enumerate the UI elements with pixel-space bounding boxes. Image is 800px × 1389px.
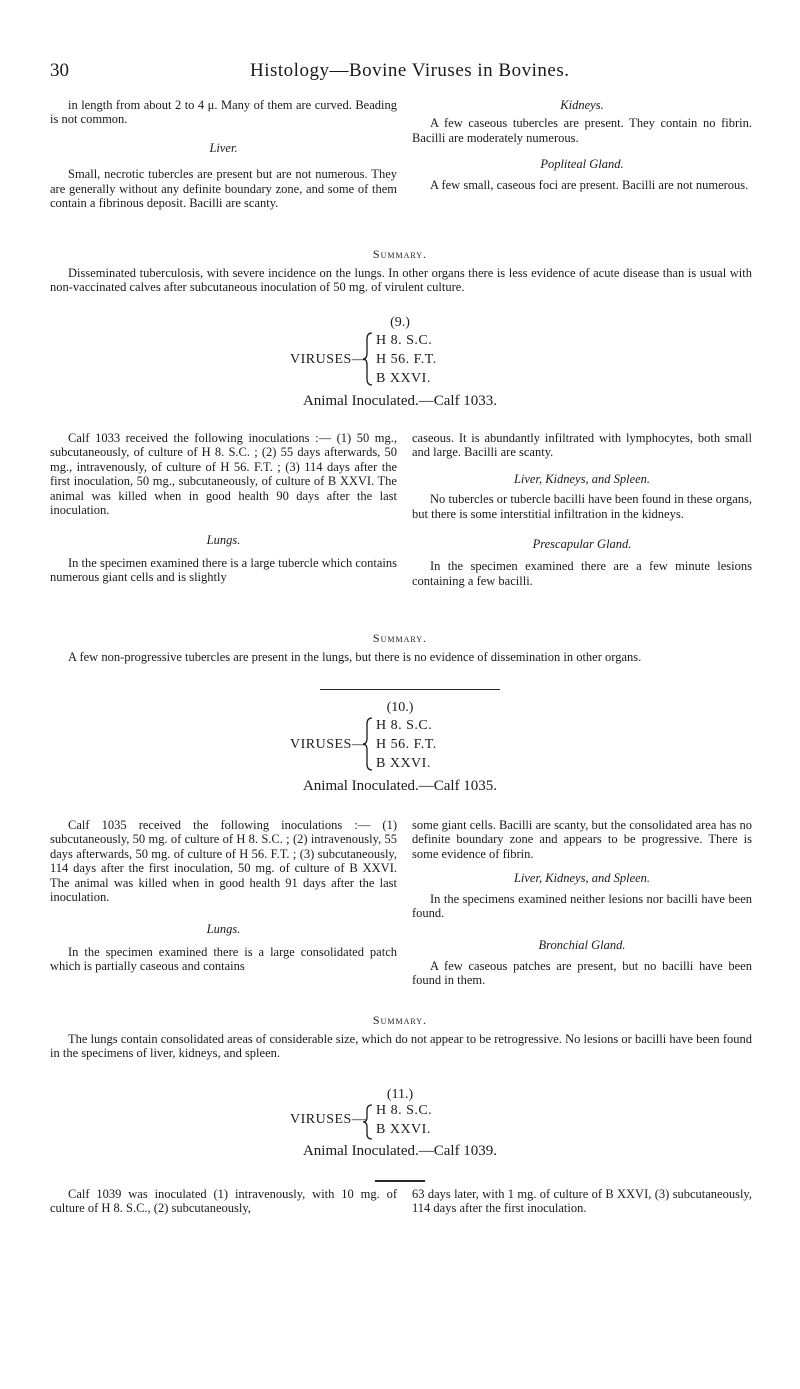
summary-heading: Summary. [372, 631, 428, 645]
liver-kidneys-spleen-heading: Liver, Kidneys, and Spleen. [513, 471, 651, 486]
liver-kidneys-spleen-heading: Liver, Kidneys, and Spleen. [513, 871, 651, 886]
continued-text: caseous. It is abundantly infiltrated with lymphocytes, both small and large. Bacilli are scanty. [412, 431, 752, 460]
inoculation-text: Calf 1039 was inoculated (1) intravenously, with 10 mg. of culture of H 8. S.C., (2) subcutaneously, [50, 1187, 397, 1216]
liver-kidneys-spleen-text: No tubercles or tubercle bacilli have been found in these organs, but there is some interstitial infiltration in the kidneys. [412, 492, 752, 521]
brace-icon [362, 1103, 374, 1141]
virus-item: H 8. S.C. [376, 333, 433, 348]
exp11-right-column [412, 1187, 752, 1216]
lungs-text: In the specimen examined there is a large consolidated patch which is partially caseous and contains [50, 944, 397, 974]
brace-icon [362, 716, 374, 772]
summary-text: The lungs contain consolidated areas of considerable size, which do not appear to be retrogressive. No lesions or bacilli have been found in the specimens of liver, kidneys, and spleen. [50, 1032, 752, 1061]
viruses-label: VIRUSES— [290, 1112, 367, 1127]
animal-inoculated: Animal Inoculated.—Calf 1033. [302, 393, 498, 409]
viruses-label: VIRUSES— [290, 352, 367, 367]
liver-kidneys-spleen-text: In the specimens examined neither lesions nor bacilli have been found. [412, 891, 752, 921]
virus-item: H 56. F.T. [376, 737, 437, 752]
brace-icon [362, 331, 374, 387]
lungs-heading: Lungs. [206, 533, 241, 548]
exp10-right-column [412, 818, 752, 988]
virus-item: B XXVI. [376, 1122, 431, 1137]
popliteal-heading: Popliteal Gland. [540, 157, 624, 172]
kidneys-heading: Kidneys. [560, 98, 604, 112]
summary-block [50, 266, 752, 295]
liver-text: Small, necrotic tubercles are present but are not numerous. They are generally without any definite boundary zone, and some of them contain a fibrinous deposit. Bacilli are scanty. [50, 167, 397, 211]
experiment-number: (9.) [390, 315, 410, 330]
experiment-number: (11.) [386, 1087, 414, 1102]
virus-item: H 8. S.C. [376, 718, 433, 733]
summary-heading: Summary. [372, 1013, 428, 1027]
animal-inoculated: Animal Inoculated.—Calf 1039. [302, 1143, 498, 1159]
lungs-text: In the specimen examined there is a large tubercle which contains numerous giant cells and is slightly [50, 555, 397, 585]
popliteal-text: A few small, caseous foci are present. Bacilli are not numerous. [430, 177, 749, 192]
top-left-column [50, 98, 397, 210]
exp9-left-column [50, 431, 397, 585]
continued-text: 63 days later, with 1 mg. of culture of B XXVI, (3) subcutaneously, 114 days after the first inoculation. [412, 1187, 752, 1216]
prescapular-text: In the specimen examined there are a few minute lesions containing a few bacilli. [412, 559, 752, 588]
exp10-left-column [50, 818, 397, 974]
divider-rule [320, 689, 500, 690]
summary-block [50, 1032, 752, 1061]
inoculation-text: Calf 1035 received the following inoculations :— (1) subcutaneously, 50 mg. of culture of H 8. S.C. ; (2) intravenously, 55 days afterwards, 50 mg. of culture of H 56. F.T. ; (3) subcutaneously, 114 days after the first inoculation, 50 mg. of culture of B XXVI. The animal was killed when in good health 91 days after the last inoculation. [50, 818, 397, 905]
animal-inoculated: Animal Inoculated.—Calf 1035. [302, 778, 498, 794]
viruses-label: VIRUSES— [290, 737, 367, 752]
virus-item: B XXVI. [376, 756, 431, 771]
virus-item: H 8. S.C. [376, 1103, 433, 1118]
summary-block [50, 650, 752, 664]
lungs-heading: Lungs. [206, 922, 241, 937]
bronchial-text: A few caseous patches are present, but no bacilli have been found in them. [412, 958, 752, 988]
experiment-number: (10.) [386, 700, 414, 715]
bronchial-heading: Bronchial Gland. [538, 938, 626, 953]
running-head: Histology—Bovine Viruses in Bovines. [250, 60, 570, 81]
exp11-left-column [50, 1187, 397, 1216]
inoculation-text: Calf 1033 received the following inoculations :— (1) 50 mg., subcutaneously, of culture of H 8. S.C. ; (2) 55 days afterwards, 50 mg., intravenously, of culture of H 56. F.T. ; (3) 114 days after the first inoculation, 50 mg., subcutaneously, of culture of B XXVI. The animal was killed when in good health 90 days after the last inoculation. [50, 431, 397, 518]
prescapular-heading: Prescapular Gland. [532, 537, 632, 552]
top-right-column [412, 98, 752, 192]
summary-text: Disseminated tuberculosis, with severe incidence on the lungs. In other organs there is less evidence of acute disease than is usual with non-vaccinated calves after subcutaneous inoculation of 50 mg. of virulent culture. [50, 266, 752, 295]
divider-rule [375, 1180, 425, 1182]
virus-item: H 56. F.T. [376, 352, 437, 367]
summary-text: A few non-progressive tubercles are present in the lungs, but there is no evidence of dissemination in other organs. [68, 650, 642, 664]
liver-heading: Liver. [209, 140, 238, 155]
virus-item: B XXVI. [376, 371, 431, 386]
summary-heading: Summary. [372, 247, 428, 261]
continued-text: in length from about 2 to 4 μ. Many of them are curved. Beading is not common. [50, 98, 397, 127]
kidneys-text: A few caseous tubercles are present. They contain no fibrin. Bacilli are moderately numerous. [412, 116, 752, 145]
continued-text: some giant cells. Bacilli are scanty, but the consolidated area has no definite boundary zone and appears to be progressive. There is some evidence of fibrin. [412, 818, 752, 861]
page-number: 30 [50, 60, 69, 81]
exp9-right-column [412, 431, 752, 588]
